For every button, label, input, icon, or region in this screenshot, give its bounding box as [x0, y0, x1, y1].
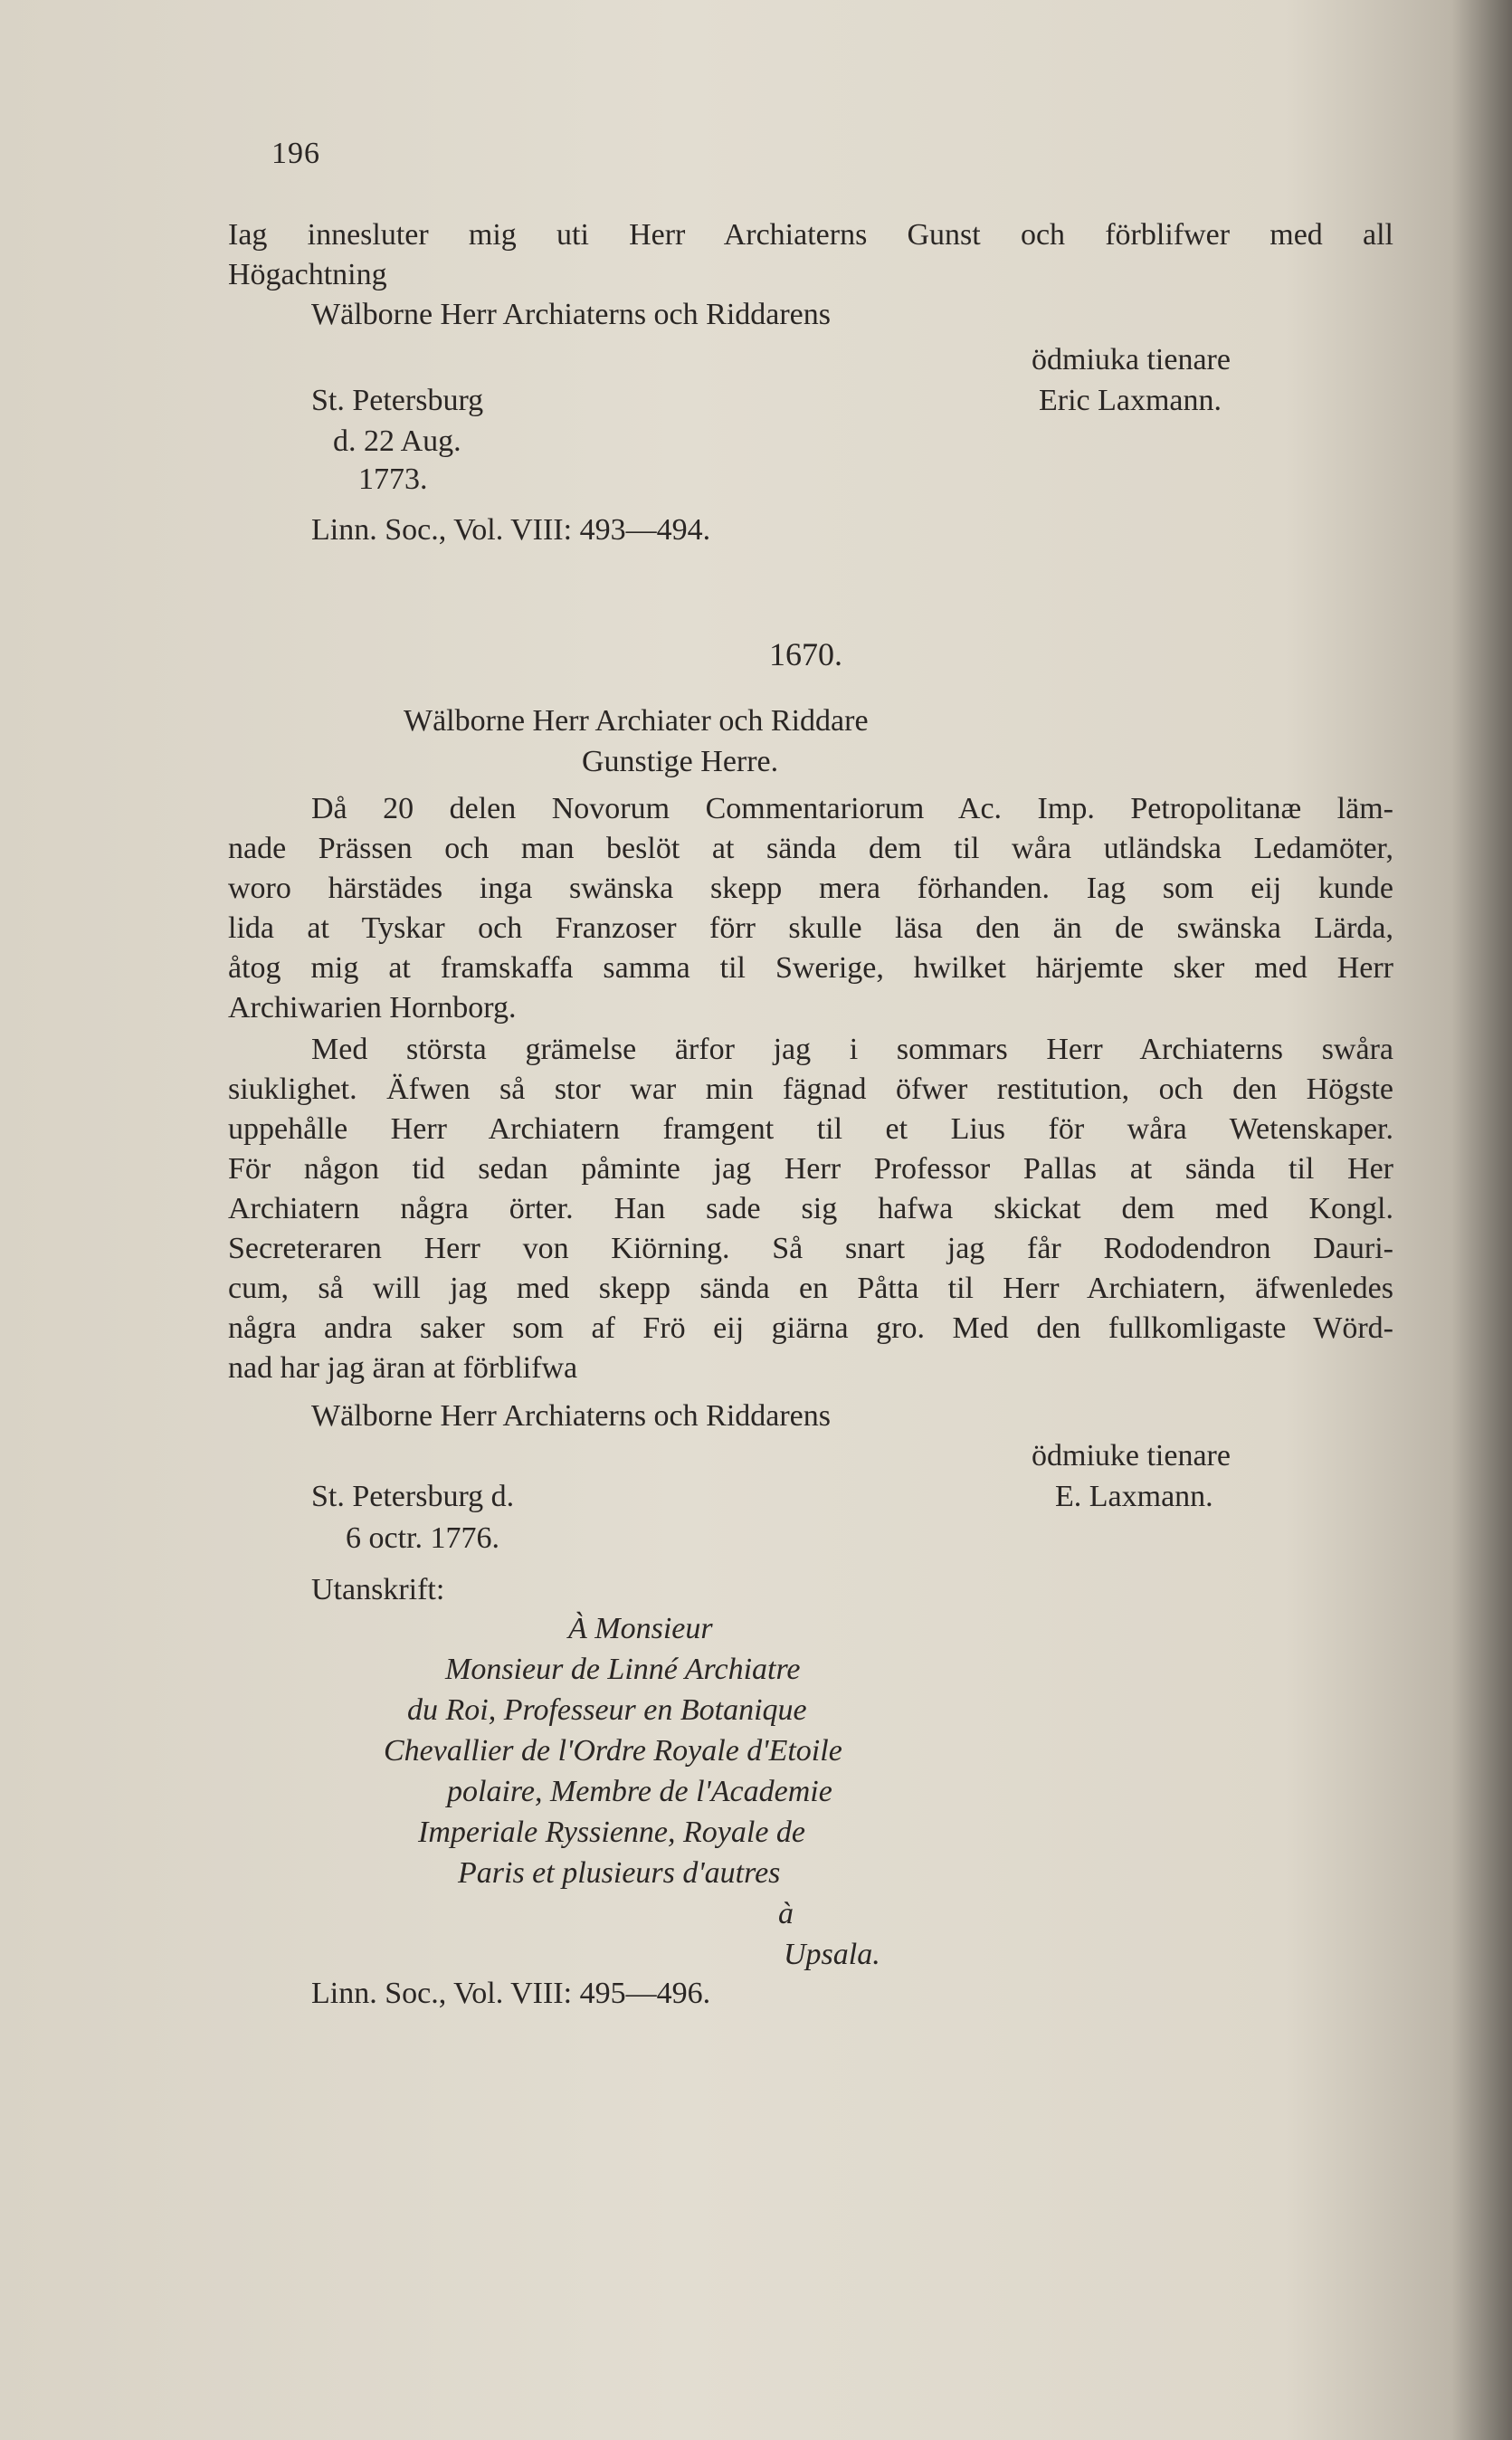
letter1-salutation: Wälborne Herr Archiaterns och Riddarens: [311, 298, 831, 331]
address-line-1: À Monsieur: [568, 1612, 713, 1645]
letter2-date: 6 octr. 1776.: [346, 1521, 499, 1555]
address-line-6: Imperiale Ryssienne, Royale de: [418, 1816, 806, 1849]
body-line-10: För någon tid sedan påminte jag Herr Professor Pallas at sända til Her: [228, 1152, 1393, 1186]
body-line-8: siuklighet. Äfwen så stor war min fägnad öfwer restitution, och den Högste: [228, 1072, 1393, 1106]
address-line-9: Upsala.: [784, 1938, 880, 1971]
body-line-2: nade Prässen och man beslöt at sända dem til wåra utländska Ledamöter,: [228, 832, 1393, 865]
body-line-12: Secreteraren Herr von Kiörning. Så snart jag får Rododendron Dauri-: [228, 1232, 1393, 1265]
letter1-year: 1773.: [358, 462, 428, 496]
address-line-8: à: [778, 1897, 794, 1930]
utanskrift-label: Utanskrift:: [311, 1573, 445, 1606]
body-line-5: åtog mig at framskaffa samma til Swerige, hwilket härjemte sker med Herr: [228, 951, 1393, 985]
letter-number: 1670.: [769, 636, 842, 672]
letter2-address-2: Gunstige Herre.: [582, 745, 779, 778]
letter1-date: d. 22 Aug.: [333, 424, 461, 458]
page-number: 196: [271, 137, 320, 170]
letter2-signature: E. Laxmann.: [1055, 1480, 1213, 1513]
body-line-4: lida at Tyskar och Franzoser förr skulle läsa den än de swänska Lärda,: [228, 911, 1393, 945]
body-line-3: woro härstädes inga swänska skepp mera förhanden. Iag som eij kunde: [228, 872, 1393, 905]
letter1-place: St. Petersburg: [311, 384, 484, 417]
body-line-11: Archiatern några örter. Han sade sig hafwa skickat dem med Kongl.: [228, 1192, 1393, 1225]
body-line-6: Archiwarien Hornborg.: [228, 991, 517, 1025]
body-line-9: uppehålle Herr Archiatern framgent til et Lius för wåra Wetenskaper.: [228, 1112, 1393, 1146]
letter1-line-2: Högachtning: [228, 258, 387, 291]
address-line-5: polaire, Membre de l'Academie: [447, 1775, 832, 1808]
address-line-3: du Roi, Professeur en Botanique: [407, 1693, 807, 1727]
letter1-line-1: Iag innesluter mig uti Herr Archiaterns Gunst och förblifwer med all: [228, 218, 1393, 252]
body-line-14: några andra saker som af Frö eij giärna gro. Med den fullkomligaste Wörd-: [228, 1311, 1393, 1345]
letter1-signature: Eric Laxmann.: [1039, 384, 1222, 417]
body-line-7: Med största grämelse ärfor jag i sommars Herr Archiaterns swåra: [311, 1033, 1393, 1066]
letter2-salutation: Wälborne Herr Archiaterns och Riddarens: [311, 1399, 831, 1433]
body-line-13: cum, så will jag med skepp sända en Påtta til Herr Archiatern, äfwenledes: [228, 1272, 1393, 1305]
letter2-place: St. Petersburg d.: [311, 1480, 515, 1513]
address-line-2: Monsieur de Linné Archiatre: [445, 1653, 801, 1686]
address-line-7: Paris et plusieurs d'autres: [458, 1856, 781, 1890]
letter2-address-1: Wälborne Herr Archiater och Riddare: [404, 704, 869, 738]
body-line-1: Då 20 delen Novorum Commentariorum Ac. Imp. Petropolitanæ läm-: [311, 792, 1393, 825]
body-line-15: nad har jag äran at förblifwa: [228, 1351, 578, 1385]
letter1-closing: ödmiuka tienare: [1032, 343, 1231, 376]
address-line-4: Chevallier de l'Ordre Royale d'Etoile: [384, 1734, 842, 1768]
letter1-source: Linn. Soc., Vol. VIII: 493—494.: [311, 513, 711, 547]
letter2-source: Linn. Soc., Vol. VIII: 495—496.: [311, 1977, 711, 2010]
letter2-closing: ödmiuke tienare: [1032, 1439, 1231, 1473]
